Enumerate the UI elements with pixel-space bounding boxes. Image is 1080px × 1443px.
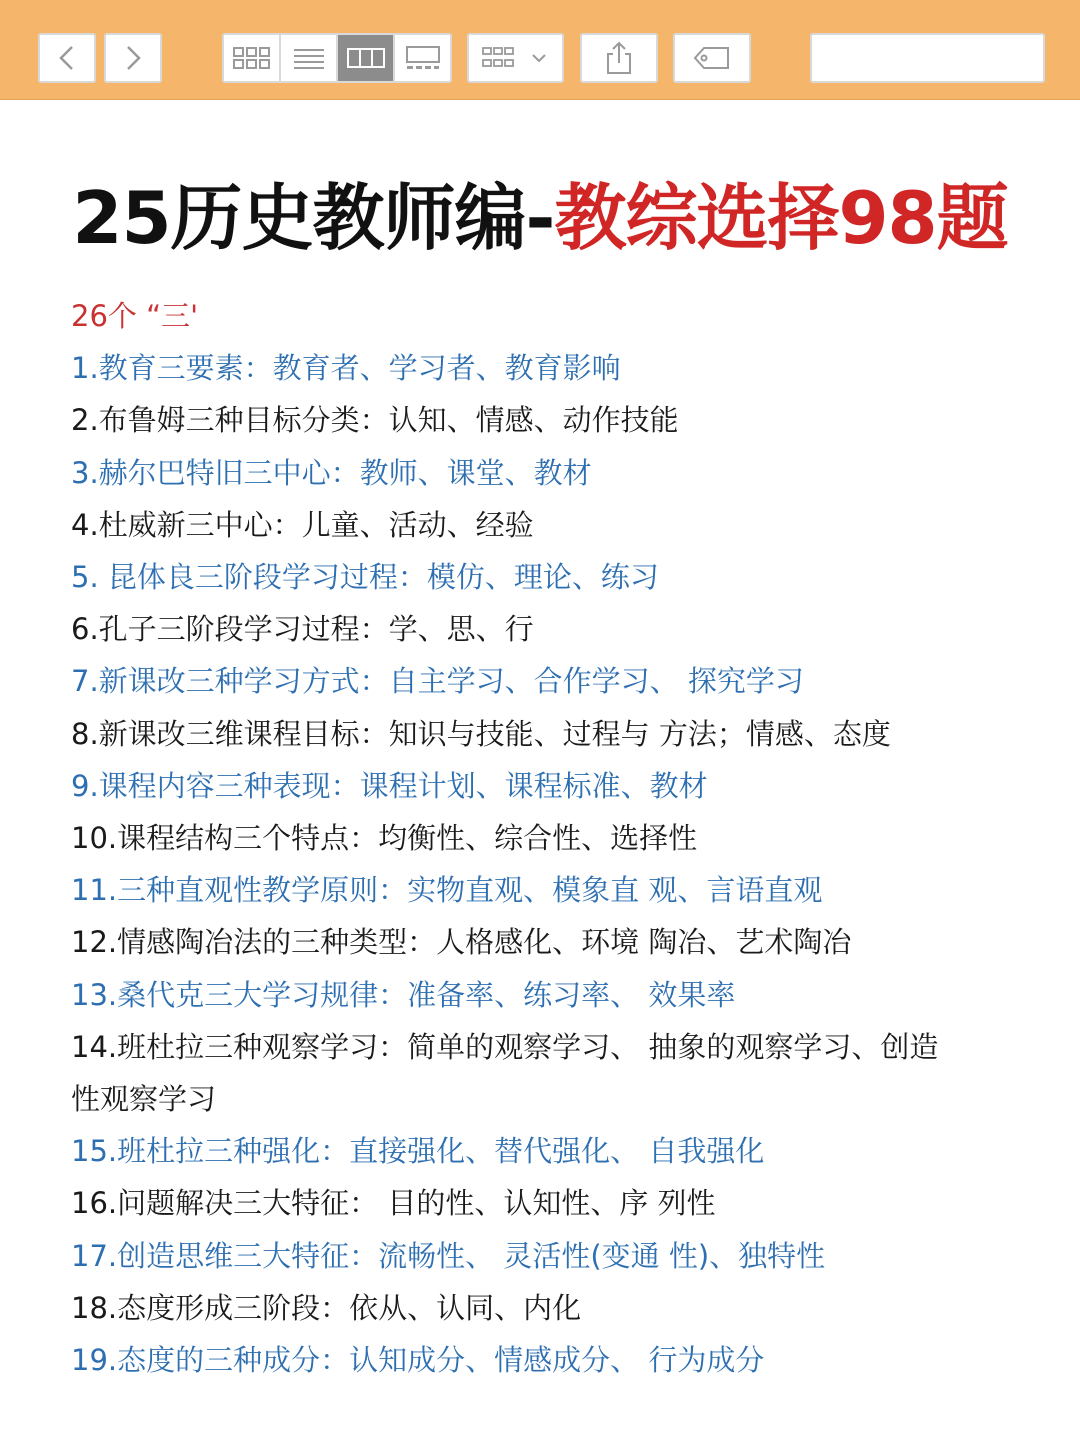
list-item: 19.态度的三种成分：认知成分、情感成分、 行为成分 [71, 1343, 765, 1378]
search-field[interactable] [810, 33, 1045, 83]
list-item: 3.赫尔巴特旧三中心：教师、课堂、教材 [71, 455, 592, 490]
list-item: 2.布鲁姆三种目标分类：认知、情感、动作技能 [71, 403, 679, 438]
tag-icon [692, 45, 732, 71]
column-view-icon [346, 45, 386, 71]
column-view-button[interactable] [338, 35, 395, 81]
list-item: 1.教育三要素：教育者、学习者、教育影响 [71, 351, 621, 386]
back-button[interactable] [38, 33, 96, 83]
list-item: 5. 昆体良三阶段学习过程：模仿、理论、练习 [71, 560, 659, 595]
tag-button[interactable] [673, 33, 751, 83]
list-item: 15.班杜拉三种强化：直接强化、替代强化、 自我强化 [71, 1134, 765, 1169]
grid-view-button[interactable] [224, 35, 281, 81]
list-view-icon [292, 45, 326, 71]
chevron-right-icon [123, 44, 143, 72]
list-item: 10.课程结构三个特点：均衡性、综合性、选择性 [71, 821, 698, 856]
list-item: 18.态度形成三阶段：依从、认同、内化 [71, 1290, 582, 1325]
list-item: 12.情感陶冶法的三种类型：人格感化、环境 陶冶、艺术陶冶 [71, 925, 852, 960]
list-item-continuation: 性观察学习 [71, 1082, 217, 1117]
grid-view-icon [232, 45, 272, 71]
list-item: 17.创造思维三大特征：流畅性、 灵活性(变通 性)、独特性 [71, 1238, 826, 1273]
title-part-red: 教综选择98题 [554, 176, 1008, 260]
list-item: 4.杜威新三中心：儿童、活动、经验 [71, 507, 534, 542]
list-item: 7.新课改三种学习方式：自主学习、合作学习、 探究学习 [71, 664, 804, 699]
group-by-button[interactable] [467, 33, 564, 83]
gallery-view-icon [403, 45, 443, 71]
list-item: 6.孔子三阶段学习过程：学、思、行 [71, 612, 534, 647]
chevron-left-icon [57, 44, 77, 72]
forward-button[interactable] [104, 33, 162, 83]
section-header: 26个 “三' [71, 299, 199, 333]
list-item: 16.问题解决三大特征： 目的性、认知性、序 列性 [71, 1186, 716, 1221]
list-view-button[interactable] [281, 35, 338, 81]
content-list [71, 290, 1011, 1386]
list-item: 9.课程内容三种表现：课程计划、课程标准、教材 [71, 768, 708, 803]
group-by-icon [481, 45, 551, 71]
share-icon [604, 41, 634, 75]
list-item: 14.班杜拉三种观察学习：简单的观察学习、 抽象的观察学习、创造 [71, 1029, 939, 1064]
search-input[interactable] [824, 35, 1049, 81]
view-mode-switcher [222, 33, 452, 83]
title-part-black: 25历史教师编- [72, 176, 555, 260]
list-item: 11.三种直观性教学原则：实物直观、模象直 观、言语直观 [71, 873, 823, 908]
toolbar [0, 0, 1080, 100]
share-button[interactable] [580, 33, 658, 83]
page-title [0, 160, 1080, 264]
list-item: 8.新课改三维课程目标：知识与技能、过程与 方法；情感、态度 [71, 716, 891, 751]
gallery-view-button[interactable] [395, 35, 450, 81]
list-item: 13.桑代克三大学习规律：准备率、练习率、 效果率 [71, 977, 736, 1012]
